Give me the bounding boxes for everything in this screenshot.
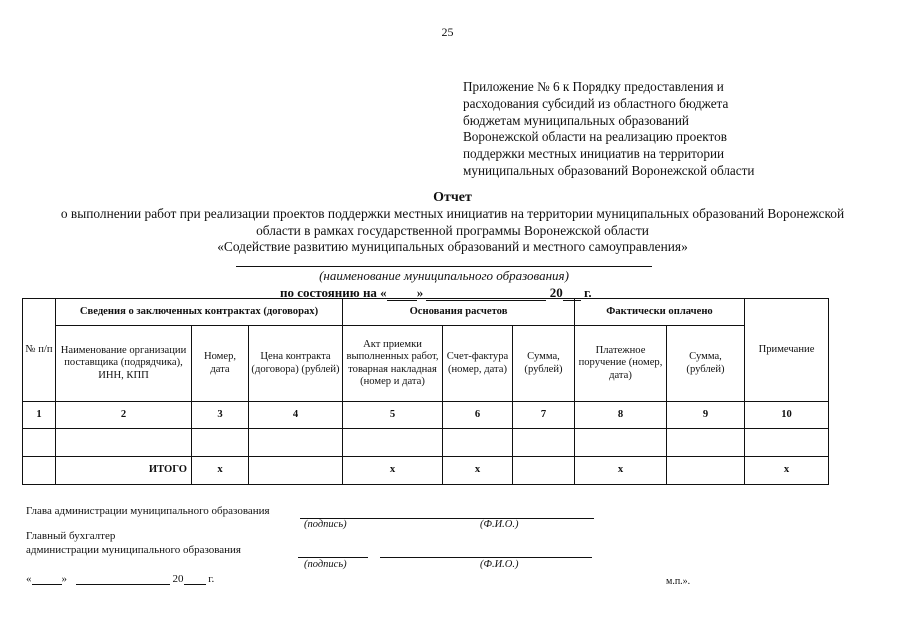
report-subtitle-line: «Содействие развитию муниципальных образований и местного самоуправления» bbox=[217, 239, 688, 255]
table-cell[interactable] bbox=[192, 429, 249, 457]
col-number: 3 bbox=[192, 402, 249, 429]
col-header-basis-sum: Сумма, (рублей) bbox=[513, 326, 575, 402]
report-subtitle-line: области в рамках государственной программы Воронежской области bbox=[256, 222, 649, 238]
as-of-year-prefix: 20 bbox=[549, 285, 563, 300]
date-year-blank[interactable] bbox=[184, 573, 206, 585]
col-header-note: Примечание bbox=[745, 299, 829, 402]
table-cell[interactable] bbox=[249, 457, 343, 485]
column-number-row bbox=[23, 402, 829, 429]
col-header-number-date: Номер, дата bbox=[192, 326, 249, 402]
as-of-prefix: по состоянию на « bbox=[280, 285, 387, 300]
col-header-invoice: Счет-фактура (номер, дата) bbox=[443, 326, 513, 402]
table-cell[interactable] bbox=[23, 429, 56, 457]
total-label: ИТОГО bbox=[56, 457, 192, 485]
col-number: 6 bbox=[443, 402, 513, 429]
table-cell[interactable] bbox=[745, 429, 829, 457]
col-number: 7 bbox=[513, 402, 575, 429]
table-cell[interactable] bbox=[249, 429, 343, 457]
fio-caption: (Ф.И.О.) bbox=[480, 559, 519, 570]
table-cell[interactable] bbox=[443, 429, 513, 457]
date-close-quote: » bbox=[61, 573, 67, 585]
col-header-paid-sum: Сумма, (рублей) bbox=[667, 326, 745, 402]
table-cell[interactable] bbox=[575, 429, 667, 457]
report-subtitle-line: о выполнении работ при реализации проектов поддержки местных инициатив на территории муниципальных образований Воронежской bbox=[60, 206, 845, 222]
page-number: 25 bbox=[441, 25, 454, 39]
appendix-line: поддержки местных инициатив на территории bbox=[463, 146, 725, 162]
accountant-fio-line[interactable] bbox=[380, 557, 592, 558]
x-mark: x bbox=[443, 457, 513, 485]
col-header-no: № п/п bbox=[23, 299, 56, 402]
table-cell[interactable] bbox=[56, 429, 192, 457]
x-mark: x bbox=[343, 457, 443, 485]
col-number: 5 bbox=[343, 402, 443, 429]
col-header-contract-price: Цена контракта (договора) (рублей) bbox=[249, 326, 343, 402]
appendix-line: Воронежской области на реализацию проектов bbox=[463, 129, 727, 145]
as-of-year-suffix: г. bbox=[583, 285, 592, 300]
date-year-prefix: 20 bbox=[172, 573, 184, 585]
date-month-blank[interactable] bbox=[76, 573, 170, 585]
report-title: Отчет bbox=[433, 190, 472, 205]
col-header-org-name: Наименование организации поставщика (подрядчика), ИНН, КПП bbox=[56, 326, 192, 402]
appendix-line: муниципальных образований Воронежской области bbox=[463, 162, 755, 178]
signature-caption: (подпись) bbox=[304, 519, 347, 530]
report-title-block bbox=[0, 190, 905, 256]
signature-caption: (подпись) bbox=[304, 559, 347, 570]
report-table bbox=[22, 298, 829, 485]
appendix-note bbox=[463, 79, 754, 180]
col-number: 10 bbox=[745, 402, 829, 429]
table-cell[interactable] bbox=[343, 429, 443, 457]
fio-caption: (Ф.И.О.) bbox=[480, 519, 519, 530]
table-cell[interactable] bbox=[513, 457, 575, 485]
group-header-contracts: Сведения о заключенных контрактах (договорах) bbox=[56, 299, 343, 326]
accountant-label: Главный бухгалтер bbox=[26, 530, 116, 542]
date-open-quote: « bbox=[26, 573, 32, 585]
table-cell[interactable] bbox=[513, 429, 575, 457]
stamp-place: м.п.». bbox=[666, 576, 691, 587]
appendix-line: расходования субсидий из областного бюджета bbox=[463, 95, 729, 111]
table-cell[interactable] bbox=[667, 457, 745, 485]
total-row bbox=[23, 457, 829, 485]
table-cell bbox=[23, 457, 56, 485]
table-cell[interactable] bbox=[667, 429, 745, 457]
head-signature-label: Глава администрации муниципального образования bbox=[26, 505, 270, 517]
col-number: 9 bbox=[667, 402, 745, 429]
date-day-blank[interactable] bbox=[32, 573, 62, 585]
col-header-act: Акт приемки выполненных работ, товарная накладная (номер и дата) bbox=[343, 326, 443, 402]
table-row-empty bbox=[23, 429, 829, 457]
as-of-mid: » bbox=[416, 285, 424, 300]
col-number: 2 bbox=[56, 402, 192, 429]
col-number: 8 bbox=[575, 402, 667, 429]
municipality-blank-line[interactable] bbox=[236, 266, 652, 267]
group-header-basis: Основания расчетов bbox=[343, 299, 575, 326]
appendix-line: бюджетам муниципальных образований bbox=[463, 112, 689, 128]
x-mark: x bbox=[192, 457, 249, 485]
col-number: 4 bbox=[249, 402, 343, 429]
accountant-signature-line[interactable] bbox=[298, 557, 368, 558]
group-header-paid: Фактически оплачено bbox=[575, 299, 745, 326]
municipality-caption: (наименование муниципального образования) bbox=[319, 268, 569, 283]
date-year-suffix: г. bbox=[208, 573, 215, 585]
accountant-label: администрации муниципального образования bbox=[26, 544, 241, 556]
col-number: 1 bbox=[23, 402, 56, 429]
date-field bbox=[26, 573, 214, 585]
col-header-payment-order: Платежное поручение (номер, дата) bbox=[575, 326, 667, 402]
x-mark: x bbox=[575, 457, 667, 485]
x-mark: x bbox=[745, 457, 829, 485]
appendix-line: Приложение № 6 к Порядку предоставления и bbox=[463, 79, 724, 94]
